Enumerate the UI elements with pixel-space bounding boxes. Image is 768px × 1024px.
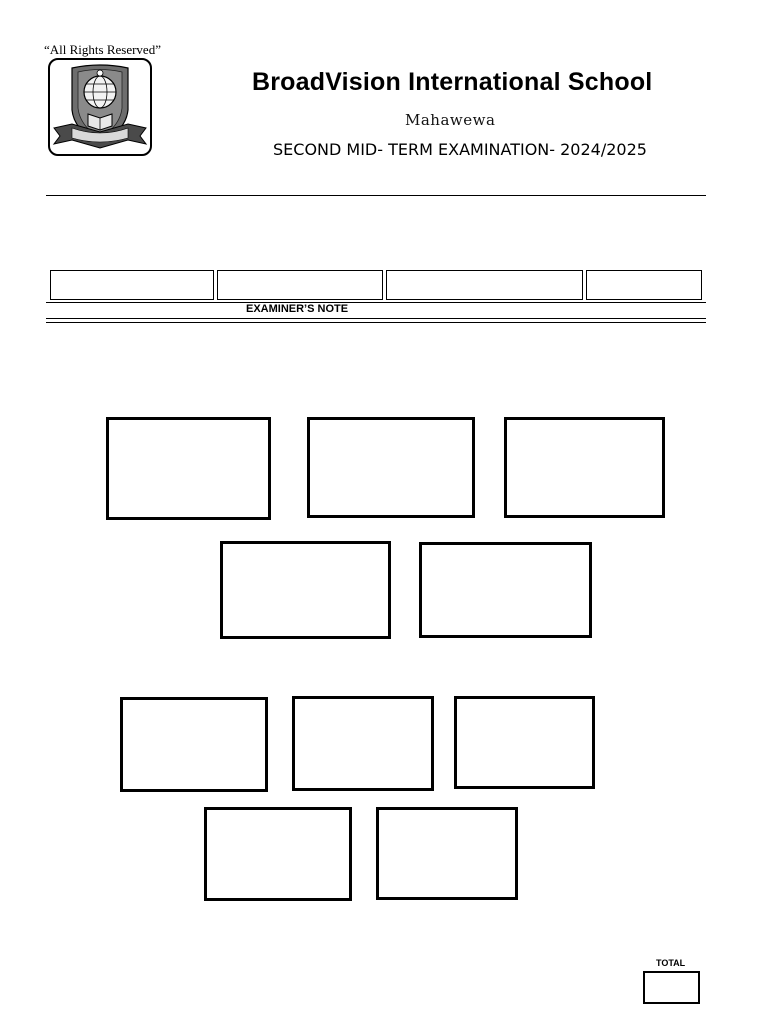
school-name: BroadVision International School (252, 68, 653, 96)
info-row-divider (46, 302, 706, 303)
examiners-note-label: EXAMINER’S NOTE (246, 303, 349, 315)
school-crest-icon (50, 60, 150, 154)
note-divider-top (46, 318, 706, 319)
score-box[interactable] (307, 417, 475, 518)
score-box[interactable] (220, 541, 391, 639)
info-field-2[interactable] (217, 270, 383, 300)
header-divider (46, 195, 706, 196)
info-field-4[interactable] (586, 270, 702, 300)
school-logo (48, 58, 152, 156)
score-box[interactable] (504, 417, 665, 518)
total-label: TOTAL (656, 958, 686, 968)
score-box[interactable] (419, 542, 592, 638)
score-box[interactable] (376, 807, 518, 900)
score-box[interactable] (120, 697, 268, 792)
note-divider-bottom (46, 322, 706, 323)
score-box[interactable] (204, 807, 352, 901)
exam-title: SECOND MID- TERM EXAMINATION- 2024/2025 (273, 140, 647, 159)
info-field-3[interactable] (386, 270, 583, 300)
score-box[interactable] (292, 696, 434, 791)
school-location: Mahawewa (405, 111, 496, 129)
score-box[interactable] (454, 696, 595, 789)
info-field-1[interactable] (50, 270, 214, 300)
total-box[interactable] (643, 971, 700, 1004)
rights-notice: “All Rights Reserved” (44, 42, 161, 57)
score-box[interactable] (106, 417, 271, 520)
